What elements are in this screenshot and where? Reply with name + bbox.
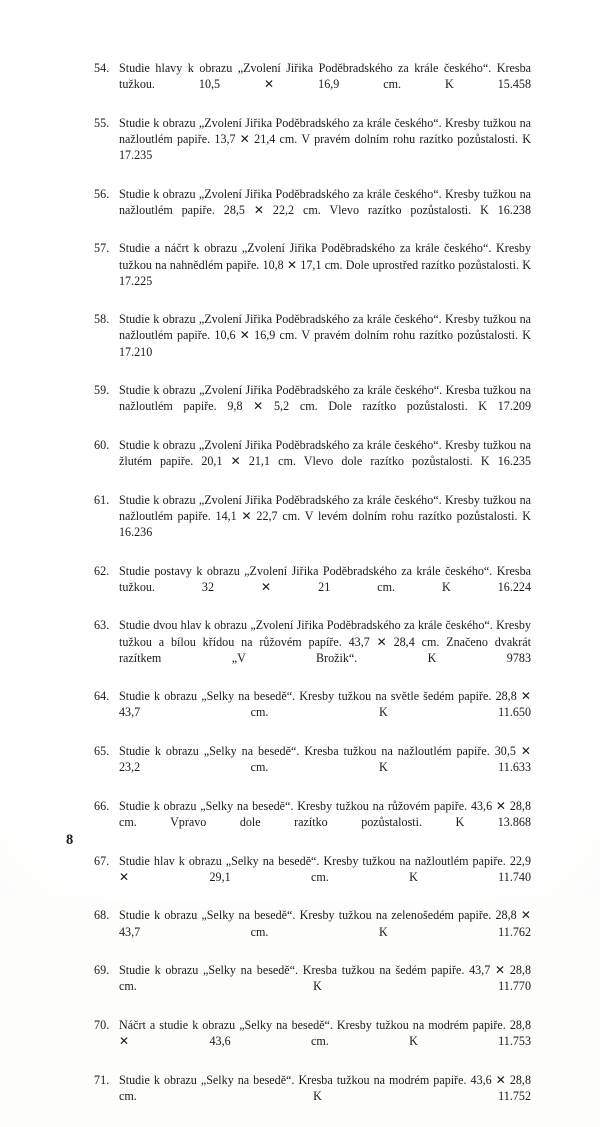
entry-description: Studie k obrazu „Selky na besedě“. Kresba tužkou na šedém papiře. 43,7 ✕ 28,8 cm. K 11.770	[119, 963, 531, 994]
catalog-entry	[94, 743, 531, 791]
entry-number: 63.	[94, 618, 110, 633]
catalog-entry	[94, 311, 531, 375]
entry-description: Studie k obrazu „Selky na besedě“. Kresba tužkou na nažloutlém papiře. 30,5 ✕ 23,2 cm. K 11.633	[119, 744, 531, 775]
page-number: 8	[66, 832, 74, 848]
entry-description: Studie k obrazu „Zvolení Jiřika Poděbradského za krále českého“. Kresba tužkou na nažloutlém papiře. 9,8 ✕ 5,2 cm. Dole razítko pozůstalosti. K 17.209	[119, 383, 531, 414]
entry-description: Studie k obrazu „Zvolení Jiřika Poděbradského za krále českého“. Kresby tužkou na žlutém papiře. 20,1 ✕ 21,1 cm. Vlevo dole razítko pozůstalosti. K 16.235	[119, 437, 531, 469]
entry-number: 56.	[94, 186, 110, 201]
catalog-entry	[94, 115, 531, 179]
catalog-entry	[94, 492, 531, 556]
catalog-entry	[94, 60, 531, 108]
entry-number: 67.	[94, 853, 110, 868]
entry-number: 71.	[94, 1072, 110, 1087]
entry-description: Studie hlavy k obrazu „Zvolení Jiřika Poděbradského za krále českého“. Kresba tužkou. 10,5 ✕ 16,9 cm. K 15.458	[119, 61, 531, 92]
entry-number: 61.	[94, 492, 110, 507]
entry-description: Studie k obrazu „Selky na besedě“. Kresba tužkou na modrém papiře. 43,6 ✕ 28,8 cm. K 11.752	[119, 1072, 531, 1103]
catalog-entry	[94, 186, 531, 234]
entry-description: Studie postavy k obrazu „Zvolení Jiřika Poděbradského za krále českého“. Kresba tužkou. 32 ✕ 21 cm. K 16.224	[119, 563, 531, 594]
catalog-entry	[94, 907, 531, 955]
catalog-entry	[94, 617, 531, 681]
entry-description: Studie k obrazu „Selky na besedě“. Kresby tužkou na růžovém papiře. 43,6 ✕ 28,8 cm. Vpravo dole razítko pozůstalosti. K 13.868	[119, 798, 531, 829]
entry-number: 64.	[94, 689, 110, 704]
entry-description: Studie dvou hlav k obrazu „Zvolení Jiřika Poděbradského za krále českého“. Kresby tužkou a bílou křídou na růžovém papíře. 43,7 ✕ 28,4 cm. Značeno dvakrát razítkem „V Brožik“. K 9783	[119, 618, 531, 665]
catalog-entry	[94, 563, 531, 611]
entry-number: 68.	[94, 908, 110, 923]
catalog-entry	[94, 688, 531, 736]
entry-number: 59.	[94, 383, 110, 398]
catalog-entry	[94, 853, 531, 901]
entry-number: 62.	[94, 563, 110, 578]
entry-description: Studie hlav k obrazu „Selky na besedě“. Kresby tužkou na nažloutlém papiře. 22,9 ✕ 29,1 cm. K 11.740	[119, 853, 531, 884]
entry-description: Studie k obrazu „Zvolení Jiřika Poděbradského za krále českého“. Kresby tužkou na nažloutlém papiře. 13,7 ✕ 21,4 cm. V pravém dolním rohu razítko pozůstalosti. K 17.235	[119, 115, 531, 162]
entry-number: 57.	[94, 241, 110, 256]
entry-description: Náčrt a studie k obrazu „Selky na besedě“. Kresby tužkou na modrém papiře. 28,8 ✕ 43,6 cm. K 11.753	[119, 1017, 531, 1049]
entry-description: Studie k obrazu „Zvolení Jiřika Poděbradského za krále českého“. Kresby tužkou na nažloutlém papiře. 10,6 ✕ 16,9 cm. V pravém dolním rohu razítko pozůstalosti. K 17.210	[119, 312, 531, 359]
entry-number: 66.	[94, 798, 110, 813]
catalog-entry	[94, 437, 531, 485]
catalog-entry	[94, 1072, 531, 1120]
entry-number: 70.	[94, 1017, 110, 1032]
catalog-entry	[94, 798, 531, 846]
catalog-entry	[94, 1017, 531, 1065]
entry-description: Studie k obrazu „Zvolení Jiřika Poděbradského za krále českého“. Kresby tužkou na nažloutlém papiře. 14,1 ✕ 22,7 cm. V levém dolním rohu razítko pozůstalosti. K 16.236	[119, 492, 531, 539]
entry-description: Studie k obrazu „Selky na besedě“. Kresby tužkou na zelenošedém papiře. 28,8 ✕ 43,7 cm. K 11.762	[119, 908, 531, 939]
entry-number: 60.	[94, 437, 110, 452]
entry-number: 65.	[94, 744, 110, 759]
catalog-entry	[94, 240, 531, 304]
entry-number: 69.	[94, 963, 110, 978]
entry-description: Studie k obrazu „Zvolení Jiřika Poděbradského za krále českého“. Kresby tužkou na nažloutlém papiře. 28,5 ✕ 22,2 cm. Vlevo razítko pozůstalosti. K 16.238	[119, 186, 531, 217]
entry-number: 58.	[94, 312, 110, 327]
catalog-entry-list	[94, 60, 531, 1127]
entry-description: Studie a náčrt k obrazu „Zvolení Jiřika Poděbradského za krále českého“. Kresby tužkou na nahnědlém papiře. 10,8 ✕ 17,1 cm. Dole uprostřed razítko pozůstalosti. K 17.225	[119, 241, 531, 288]
entry-description: Studie k obrazu „Selky na besedě“. Kresby tužkou na světle šedém papiře. 28,8 ✕ 43,7 cm. K 11.650	[119, 689, 531, 720]
entry-number: 55.	[94, 115, 110, 130]
entry-number: 54.	[94, 61, 110, 75]
catalog-entry	[94, 382, 531, 430]
catalog-entry	[94, 962, 531, 1010]
